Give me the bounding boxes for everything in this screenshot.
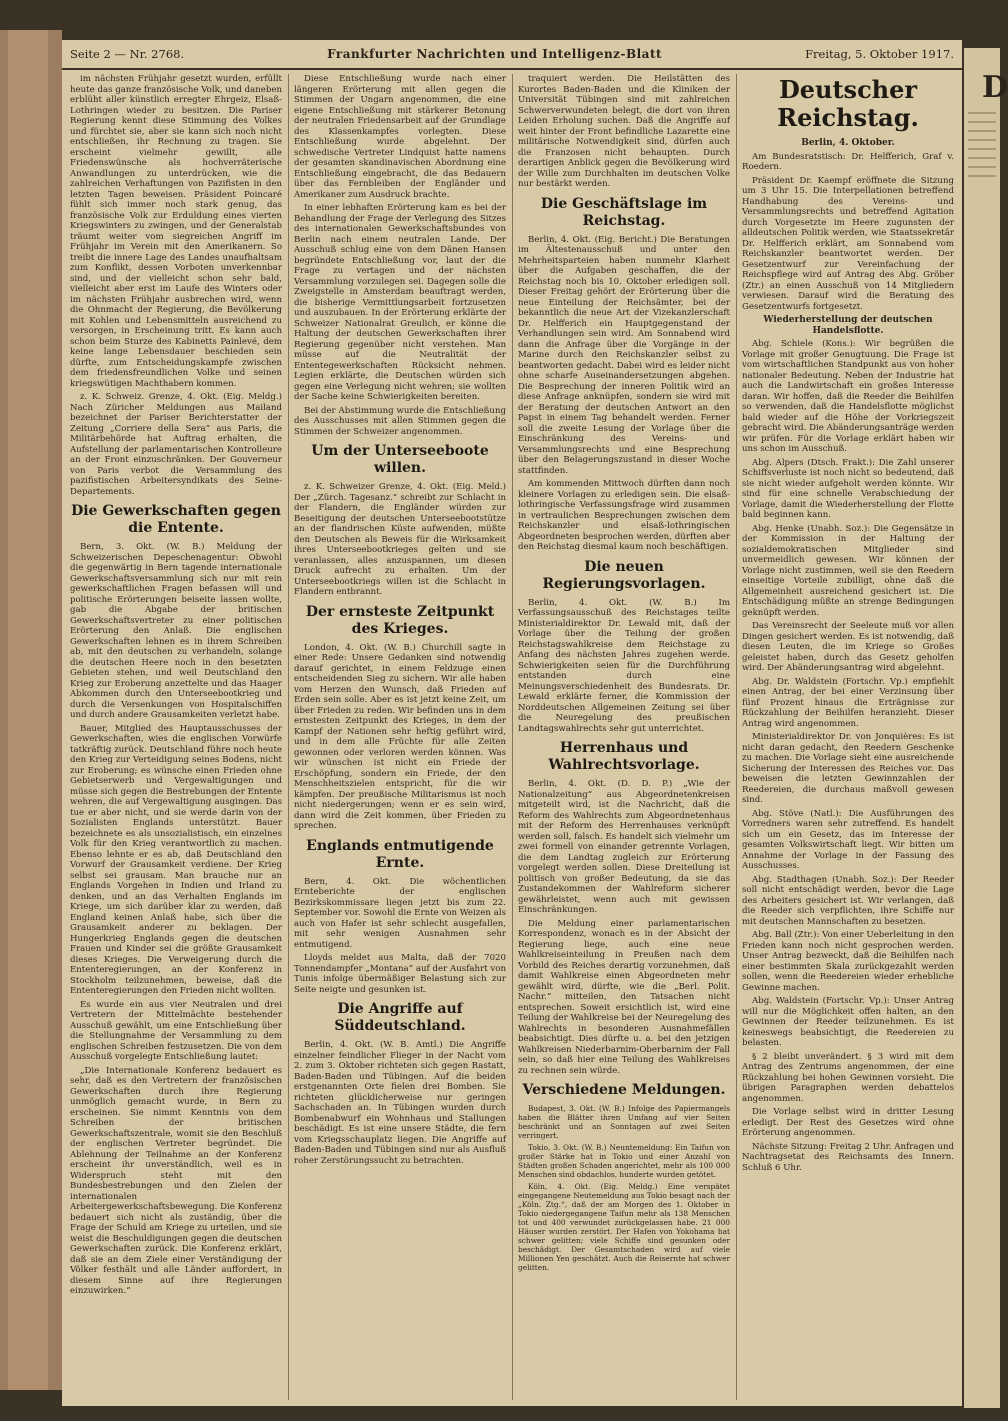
subheadline: Wiederherstellung der deutschen Handelsflotte. [763, 315, 933, 336]
paper-title: Frankfurter Nachrichten und Intelligenz-Blatt [327, 47, 663, 61]
article-text: Abg. Waldstein (Fortschr. Vp.): Unser Antrag will nur die Möglichkeit offen halten, an den Gewinnen der Reeder teilzunehmen. Es ist keineswegs beabsichtigt, die Reedereien zu belasten. [742, 996, 954, 1048]
issue-date: Freitag, 5. Oktober 1917. [805, 47, 954, 61]
adjacent-text-line [968, 166, 996, 168]
headline: Die Angriffe auf Süddeutschland. [334, 1001, 466, 1034]
article-text: Bauer, Mitglied des Hauptausschusses der Gewerkschaften, wies die englischen Vorwürfe tatkräftig zurück. Deutschland führe noch heute den Krieg zur Verteidigung seines Bodens, nicht zur Eroberung; es wünsche einen Frieden ohne Gebietserwerb und Vergewaltigungen und müsse sich gegen die Bestrebungen der Entente wehren, die auf Vergewaltigung ausgingen. Das tue er aber nicht, und sie werde darin von der Sozialisten Englands unterstützt. Bauer bezeichnete es als unsozialistisch, ein einzelnes Volk für den Krieg verantwortlich zu machen. Ebenso lehnte er es ab, daß Deutschland den Vorwurf der Grausamkeit verdiene. Der Krieg selbst sei grausam. Man brauche nur an Englands Vorgehen in Indien und Irland zu denken, und an das Verhalten Englands im Kriege, um sich darüber klar zu werden, daß England keinen Anlaß habe, sich über die Grausamkeit anderer zu beklagen. Der Hungerkrieg Englands gegen die deutschen Frauen und Kinder sei die größte Grausamkeit dieses Krieges. Die Verweigerung durch die Ententeregierungen, an der Konferenz in Stockholm teilzunehmen, beweise, daß die Ententeregierungen den Frieden nicht wollten. [70, 723, 282, 996]
article-text: Bei der Abstimmung wurde die Entschließung des Ausschusses mit allen Stimmen gegen die Stimmen der Schweizer angenommen. [294, 405, 506, 437]
headline: Herrenhaus und Wahlrechtsvorlage. [548, 740, 700, 773]
adjacent-text-line [968, 157, 996, 159]
column-1 [70, 74, 282, 1400]
column-rule [736, 74, 737, 1400]
article-text: Abg. Henke (Unabh. Soz.): Die Gegensätze in der Kommission in der Haltung der sozialdemokratischen Mitglieder sind unvermeidlich gewesen. Wir können der Vorlage nicht zustimmen, weil sie den Reedern einseitige Vorteile zubilligt, ohne daß die Allgemeinheit ausreichend gesichert ist. Die Entschädigung müßte an strenge Bedingungen geknüpft werden. [742, 523, 954, 618]
headline: Englands entmutigende Ernte. [306, 837, 494, 871]
article-text: Berlin, 4. Okt. (Eig. Bericht.) Die Beratungen im Ältestenausschuß und unter den Mehrheitsparteien haben nunmehr Klarheit über die Aufgaben geschaffen, die der Reichstag noch bis 10. Oktober erledigen soll. Dieser Freitag gehört der Erörterung über die neue Einteilung der Reichsämter, bei der bekanntlich die neue Art der Vizekanzlerschaft Dr. Helfferich ein Hauptgegenstand der Verhandlungen sein wird. Am Sonnabend wird dann die Anfrage über die Vorgänge in der Marine durch den Reichskanzler selbst zu beantworten gedacht. Dabei wird es leider nicht ohne scharfe Auseinandersetzungen abgehen. Die Besprechung der inneren Politik wird an diese Anfrage anknüpfen, sondern sie wird mit der Beratung der deutschen Antwort an den Papst in einem Tag behandelt werden. Ferner soll die zweite Lesung der Vorlage über die Einschränkung des Vereins- und Versammlungsrechts und eine Besprechung über den Belagerungszustand in dieser Woche stattfinden. [518, 234, 730, 476]
headline-reichstag: Deutscher Reichstag. [777, 75, 919, 132]
article-text: Es wurde ein aus vier Neutralen und drei Vertretern der Mittelmächte bestehender Ausschuß gewählt, um eine Entschließung über die Stellungnahme der Versammlung zu dem englischen Schreiben festzusetzen. Die von dem Ausschuß vorgelegte Entschließung lautet: [70, 999, 282, 1062]
headline: Um der Unterseeboote willen. [311, 443, 489, 476]
adjacent-text-line [968, 112, 996, 114]
headline: Die neuen Regierungsvorlagen. [542, 558, 706, 592]
dateline: Berlin, 4. Oktober. [801, 138, 895, 148]
article-text: Bern, 4. Okt. Die wöchentlichen Ernteberichte der englischen Bezirkskommissare liegen jetzt bis zum 22. September vor. Sowohl die Ernte von Weizen als auch von Hafer ist sehr schlecht ausgefallen, mit sehr wenigen Ausnahmen sehr entmutigend. [294, 876, 506, 950]
article-text: Abg. Dr. Waldstein (Fortschr. Vp.) empfiehlt einen Antrag, der bei einer Verzinsung über fünf Prozent hinaus die Erträgnisse zur Rückzahlung der Beihilfen heranzieht. Dieser Antrag wird angenommen. [742, 676, 954, 729]
headline: Der ernsteste Zeitpunkt des Krieges. [305, 603, 495, 637]
article-text: Berlin, 4. Okt. (D. D. P.) „Wie der Nationalzeitung“ aus Abgeordnetenkreisen mitgeteilt wird, ist die Nachricht, daß die Reform des Wahlrechts zum Abgeordnetenhaus mit der Reform des Herrenhauses verknüpft werden soll, falsch. Es handelt sich vielmehr um zwei formell von einander getrennte Vorlagen, die dem Landtag zugleich zur Erörterung vorgelegt werden sollen. Diese Dreiteilung ist politisch von großer Bedeutung, da sie das Zustandekommen der Wahlreform sicherer gewährleistet, wenn auch mit gewissen Einschränkungen. [518, 779, 730, 915]
adjacent-page-letter: D [982, 70, 1008, 105]
article-text: Nächste Sitzung: Freitag 2 Uhr. Anfragen und Nachtragsetat des Reichsamts des Innern. Schluß 6 Uhr. [742, 1141, 954, 1173]
headline: Die Gewerkschaften gegen die Entente. [71, 503, 281, 536]
column-rule [288, 74, 289, 1400]
column-4 [742, 74, 954, 1400]
article-text: z. K. Schweiz. Grenze, 4. Okt. (Eig. Meldg.) Nach Züricher Meldungen aus Mailand bezeichnet der Pariser Berichterstatter der Zeitung „Corriere della Sera“ aus Paris, die Militärbehörde hat Auftrag erhalten, die Aufstellung der parlamentarischen Kontrolleure an der Front einzuschränken. Der Gouverneur von Paris verbot die Versammlung des pazifistischen Arbeitersyndikats des Seine-Departements. [70, 392, 282, 497]
article-text: Abg. Alpers (Dtsch. Frakt.): Die Zahl unserer Schiffsverluste ist noch nicht so bedeutend, daß sie nicht wieder aufgeholt werden könnte. Wir sind für eine schnelle Verabschiedung der Vorlage, damit die Wiederherstellung der Flotte bald beginnen kann. [742, 457, 954, 520]
article-text: § 2 bleibt unverändert. § 3 wird mit dem Antrag des Zentrums angenommen, der eine Rückzahlung bei hohen Gewinnen vorsieht. Die übrigen Paragraphen werden debattelos angenommen. [742, 1051, 954, 1104]
column-3 [518, 74, 730, 1400]
masthead [62, 40, 962, 70]
article-text: „Die Internationale Konferenz bedauert es sehr, daß es den Vertretern der französischen Gewerkschaften durch ihre Regierung unmöglich gemacht wurde, in Bern zu erscheinen. Sie nimmt Kenntnis von dem Schreiben der britischen Gewerkschaftszentrale, womit sie den Beschluß der englischen Vertreter begründet. Die Ablehnung der Teilnahme an der Konferenz erscheint ihr unverständlich, weil es in Widerspruch steht mit den Bundesbestrebungen und den Zielen der internationalen Arbeitergewerkschaftsbewegung. Die Konferenz bedauert sich nicht als zuständig, über die Frage der Schuld am Kriege zu urteilen, und sie weist die Beschuldigungen gegen die deutschen Gewerkschaften zurück. Die Konferenz erklärt, daß sie an dem Ziele einer Verständigung der Völker festhält und alle Länder auffordert, in diesem Sinne auf ihre Regierungen einzuwirken.“ [70, 1065, 283, 1296]
adjacent-text-line [968, 148, 996, 150]
article-text: Ministerialdirektor Dr. von Jonquières: Es ist nicht daran gedacht, den Reedern Geschenke zu machen. Die Vorlage sieht eine ausreichende Sicherung der Interessen des Reiches vor. Das beweisen die letzten Gewinnzahlen der Reedereien, die durchaus maßvoll gewesen sind. [742, 732, 954, 805]
article-text: Am Bundesratstisch: Dr. Helfferich, Graf v. Roedern. [742, 151, 954, 172]
article-text: Abg. Stadthagen (Unabh. Soz.): Der Reeder soll nicht entschädigt werden, bevor die Lage des Arbeiters gesichert ist. Wir verlangen, daß die Reeder sich verpflichten, ihre Schiffe nur mit deutschen Mannschaften zu besetzen. [742, 874, 954, 927]
article-text: Die Vorlage selbst wird in dritter Lesung erledigt. Der Rest des Gesetzes wird ohne Erörterung angenommen. [742, 1107, 954, 1138]
article-text: im nächsten Frühjahr gesetzt wurden, erfüllt heute das ganze französische Volk, und daneben erblüht aller künstlich erregter Ehrgeiz, Elsaß-Lothringen wieder zu besitzen. Die Pariser Regierung kennt diese Stimmung des Volkes und fürchtet sie, aber sie kann sich noch nicht entschließen, ihr Rechnung zu tragen. Sie erscheint vielmehr gewillt, alle Friedenswünsche als hochverräterische Anwandlungen zu unterdrücken, wie die zahlreichen Verhaftungen von Pazifisten in den letzten Tagen beweisen. Präsident Poincaré fühlt sich immer noch stark genug, das französische Volk zur Erduldung eines vierten Kriegswinters zu zwingen, und der Generalstab träumt weiter vom siegreichen Angriff im Frühjahr im Verein mit den Amerikanern. So treibt die innere Lage des Landes unaufhaltsam zum Konflikt, dessen Vorboten unverkennbar sind, und der vielleicht schon sehr bald, vielleicht aber erst im Laufe des Winters oder im nächsten Frühjahr ausbrechen wird, wenn die Ohnmacht der Regierung, die Bevölkerung mit Kohlen und Lebensmitteln ausreichend zu versorgen, in Erscheinung tritt. Es kann auch schon beim Sturze des Kabinetts Painlevé, dem keine lange Lebensdauer beschieden sein dürfte, zum Entscheidungskampfe zwischen dem friedensfreundlichen Volke und seinen kriegswütigen Machthabern kommen. [70, 74, 282, 389]
article-text: Bern, 3. Okt. (W. B.) Meldung der Schweizerischen Depeschenagentur: Obwohl die gegenwärtig in Bern tagende internationale Gewerkschaftsversammlung sich nur mit rein gewerkschaftlichen Fragen befassen will und politische Erörterungen beiseite lassen wollte, gab die Abgabe der britischen Gewerkschaftsvertreter zu einer politischen Erörterung den Anlaß. Die englischen Gewerkschaften lehnen es in ihrem Schreiben ab, mit den deutschen zu verhandeln, solange die deutschen Heere noch in den besetzten Gebieten stehen, und weil Deutschland den Krieg zur Eroberung anzettelte und das Haager Abkommen durch den Unterseebootkrieg und durch die Versenkungen von Hospitalschiffen und durch andere Grausamkeiten verletzt habe. [70, 542, 282, 720]
adjacent-text-line [968, 121, 996, 123]
article-text: London, 4. Okt. (W. B.) Churchill sagte in einer Rede: Unsere Gedanken sind notwendig darauf gerichtet, in einem Feldzuge einen entscheidenden Sieg zu sichern. Wir alle haben vom Herzen den Wunsch, daß Frieden auf Erden sein solle. Aber es ist jetzt keine Zeit, um über Frieden zu reden. Wir befinden uns in dem ernstesten Zeitpunkt des Krieges, in dem der Kampf der Nationen sehr heftig geführt wird, und in dem alle Früchte für alle Zeiten gewonnen oder verloren werden können. Was wir wünschen ist nicht ein Friede der Erschöpfung, sondern ein Friede, der den Menschheitszielen entspricht, für die wir kämpfen. Der preußische Militarismus ist noch nicht niedergerungen; wenn er es sein wird, dann wird die Zeit kommen, über Frieden zu sprechen. [294, 642, 506, 831]
article-text: Lloyds meldet aus Malta, daß der 7020 Tonnendampfer „Montana“ auf der Ausfahrt von Tunis infolge übermäßiger Belastung sich zur Seite neigte und gesunken ist. [294, 953, 506, 995]
article-text: z. K. Schweizer Grenze, 4. Okt. (Eig. Meld.) Der „Zürch. Tagesanz.“ schreibt zur Schlacht in der Flandern, die Engländer würden zur Beseitigung der deutschen Unterseebootstütze an der flandrischen Küste aufwenden, müßte den Deutschen als Beweis für die Wirksamkeit ihres Unterseebootkrieges gelten und sie veranlassen, alles anzuspannen, um diesen Druck aufrecht zu erhalten. Um der Unterseebootkriegs willen ist die Schlacht in Flandern entbrannt. [294, 482, 506, 597]
column-rule [512, 74, 513, 1400]
article-text: Köln, 4. Okt. (Eig. Meldg.) Eine verspätet eingegangene Neutemeldung aus Tokio besagt nach der „Köln. Ztg.“, daß der am Morgen des 1. Oktober in Tokio niedergegangene Taifun mehr als 138 Menschen tot und 400 verwundet zurückgelassen habe. 21 000 Häuser wurden zerstört. Der Hafen von Yokohama hat schwer gelitten; viele Schiffe sind gesunken oder beschädigt. Der Gesamtschaden wird auf viele Millionen Yen geschätzt. Auch die Reisernte hat schwer gelitten. [518, 1182, 730, 1272]
article-text: Am kommenden Mittwoch dürften dann noch kleinere Vorlagen zu erledigen sein. Die elsaß-lothringische Verfassungsfrage wird zusammen in vertraulichen Besprechungen zwischen dem Reichskanzler und elsaß-lothringischen Abgeordneten besprochen werden, dürften aber den Reichstag diesmal kaum noch beschäftigen. [518, 479, 730, 552]
article-text: Präsident Dr. Kaempf eröffnete die Sitzung um 3 Uhr 15. Die Interpellationen betreffend Handhabung des Vereins- und Versammlungsrechts und betreffend Agitation durch Vorgesetzte im Heere zugunsten der alldeutschen Politik werden, wie Staatssekretär Dr. Helfferich erklärt, am Sonnabend vom Reichskanzler beantwortet werden. Der Gesetzentwurf zur Vereinfachung der Reichspflege wird auf Antrag des Abg. Gröber (Ztr.) an einen Ausschuß von 14 Mitgliedern verwiesen. Darauf wird die Beratung des Gesetzentwurfs fortgesetzt. [742, 175, 954, 312]
adjacent-text-line [968, 130, 996, 132]
adjacent-page-strip [964, 48, 1008, 1408]
article-text: Abg. Ball (Ztr.): Von einer Ueberleitung in den Frieden kann noch nicht gesprochen werden. Unser Antrag bezweckt, daß die Beihilfen nach einer bestimmten Skala zurückgezahlt werden sollen, wenn die Reedereien wieder erhebliche Gewinne machen. [742, 930, 954, 993]
newspaper-page [62, 40, 962, 1406]
article-text: Abg. Stöve (Natl.): Die Ausführungen des Vorredners waren sehr zutreffend. Es handelt sich um ein Gesetz, das im Interesse der gesamten Volkswirtschaft liegt. Wir bitten um Annahme der Vorlage in der Fassung des Ausschusses. [742, 808, 954, 871]
page-label: Seite 2 — Nr. 2768. [70, 47, 185, 61]
left-page-edge [0, 30, 62, 1390]
article-text: Tokio, 3. Okt. (W. B.) Neuntemeldung: Ein Taifun von großer Stärke hat in Tokio und einer Anzahl von Städten großen Schaden angerichtet, mehr als 100 000 Menschen sind obdachlos, hunderte wurden getötet. [518, 1143, 730, 1179]
headline: Verschiedene Meldungen. [522, 1082, 726, 1098]
article-text: Abg. Schiele (Kons.): Wir begrüßen die Vorlage mit großer Genugtuung. Die Frage ist vom wirtschaftlichen Standpunkt aus von hoher nationaler Bedeutung. Neben der Industrie hat auch die Landwirtschaft ein großes Interesse daran. Wir hoffen, daß die Reeder die Beihilfen so verwenden, daß die Handelsflotte möglichst bald wieder auf die Höhe der Vorkriegszeit gebracht wird. Die Abänderungsanträge werden wir prüfen. Für die Vorlage erklärt haben wir uns schon im Ausschuß. [742, 339, 954, 454]
article-text: traquiert werden. Die Heilstätten des Kurortes Baden-Baden und die Kliniken der Universität Tübingen sind mit zahlreichen Schwerverwundeten belegt, die dort von ihren Leiden Erholung suchen. Daß die Angriffe auf weit hinter der Front befindliche Lazarette eine militärische Notwendigkeit sind, dürfen auch die Franzosen nicht behaupten. Durch derartigen Anblick gegen die Bevölkerung wird der Wille zum Durchhalten im deutschen Volke nur bestärkt werden. [518, 74, 730, 189]
article-text: Die Meldung einer parlamentarischen Korrespondenz, wonach es in der Absicht der Regierung liege, auch eine neue Wahlkreiseinteilung in Preußen nach dem Vorbild des Reiches derartig vorzunehmen, daß damit Wahlkreise einen Abgeordneten mehr gewählt wird, dürfte, wie die „Berl. Polit. Nachr.“ mitteilen, den Tatsachen nicht entsprechen. Soweit ersichtlich ist, wird eine Teilung der Wahlkreise bei der Neuregelung des Wahlrechts in besonderen Ausnahmefällen beabsichtigt. Dies dürfte u. a. bei den jetzigen Wahlkreisen Niederbarnim-Oberbarnim der Fall sein, so daß hier eine Teilung des Wahlkreises zu rechnen sein würde. [518, 918, 730, 1076]
column-2 [294, 74, 506, 1400]
article-text: In einer lebhaften Erörterung kam es bei der Behandlung der Frage der Verlegung des Sitzes des internationalen Gewerkschaftsbundes von Berlin nach einem neutralen Lande. Der Ausschuß schlug eine von dem Dänen Hansen begründete Entschließung vor, laut der die Frage zu vertagen und der nächsten Versammlung vorzulegen sei. Dagegen solle die Zweigstelle in Amsterdam beauftragt werden, die bisherige Vermittlungsarbeit fortzusetzen und auszubauen. In der Erörterung erklärte der Schweizer Nationalrat Greulich, er könne die Haltung der deutschen Gewerkschaften ihrer Regierung gegenüber nicht verstehen. Man müsse auf die Neutralität der Ententegewerkschaften Rücksicht nehmen. Legien erklärte, die Deutschen würden sich gegen eine Verlegung nicht wehren; sie wollten der Sache keine Schwierigkeiten bereiten. [294, 203, 506, 402]
adjacent-text-line [968, 175, 996, 177]
adjacent-text-line [968, 139, 996, 141]
article-text: Das Vereinsrecht der Seeleute muß vor allen Dingen gesichert werden. Es ist notwendig, daß diesen Leuten, die im Kriege so Großes geleistet haben, durch das Gesetz geholfen wird. Der Abänderungsantrag wird abgelehnt. [742, 621, 954, 673]
article-text: Berlin, 4. Okt. (W. B.) Im Verfassungsausschuß des Reichstages teilte Ministerialdirektor Dr. Lewald mit, daß der Vorlage über die Teilung der großen Reichstagswahlkreise dem Reichstage zu Anfang des nächsten Jahres zugehen werde. Schwierigkeiten seien für die Durchführung entstanden durch eine Meinungsverschiedenheit des Bundesrats. Dr. Lewald erklärte ferner, die Kommission der Norddeutschen Allgemeinen Zeitung sei über die Neuregelung des preußischen Landtagswahlrechts sehr gut unterrichtet. [518, 597, 730, 734]
article-text: Budapest, 3. Okt. (W. B.) Infolge des Papiermangels haben die Blätter ihren Umfang auf vier Seiten beschränkt und an Sonntagen auf zwei Seiten verringert. [518, 1104, 730, 1140]
left-page-edge-inner [8, 30, 48, 1390]
headline: Die Geschäftslage im Reichstag. [540, 195, 708, 229]
article-text: Diese Entschließung wurde nach einer längeren Erörterung mit allen gegen die Stimmen der Ungarn angenommen, die eine eigene Entschließung mit stärkerer Betonung der neutralen Friedensarbeit auf der Grundlage des Klassenkampfes vorlegten. Diese Entschließung wurde abgelehnt. Der schwedische Vertreter Lindquist hatte namens der gesamten skandinavischen Abordnung eine Entschließung eingebracht, die das Bedauern über das Fernbleiben der Engländer und Amerikaner zum Ausdruck brachte. [294, 74, 506, 200]
article-text: Berlin, 4. Okt. (W. B. Amtl.) Die Angriffe einzelner feindlicher Flieger in der Nacht vom 2. zum 3. Oktober richteten sich gegen Rastatt, Baden-Baden und Tübingen. Auf die beiden erstgenannten Orte fielen drei Bomben. Sie richteten glücklicherweise nur geringen Sachschaden an. In Tübingen wurden durch Bombenabwurf ein Wohnhaus und Stallungen beschädigt. Es ist eine unsere Städte, die fern vom Kriegsschauplatz liegen. Die Angriffe auf Baden-Baden und Tübingen sind nur als Ausfluß roher Zerstörungssucht zu betrachten. [294, 1040, 506, 1166]
